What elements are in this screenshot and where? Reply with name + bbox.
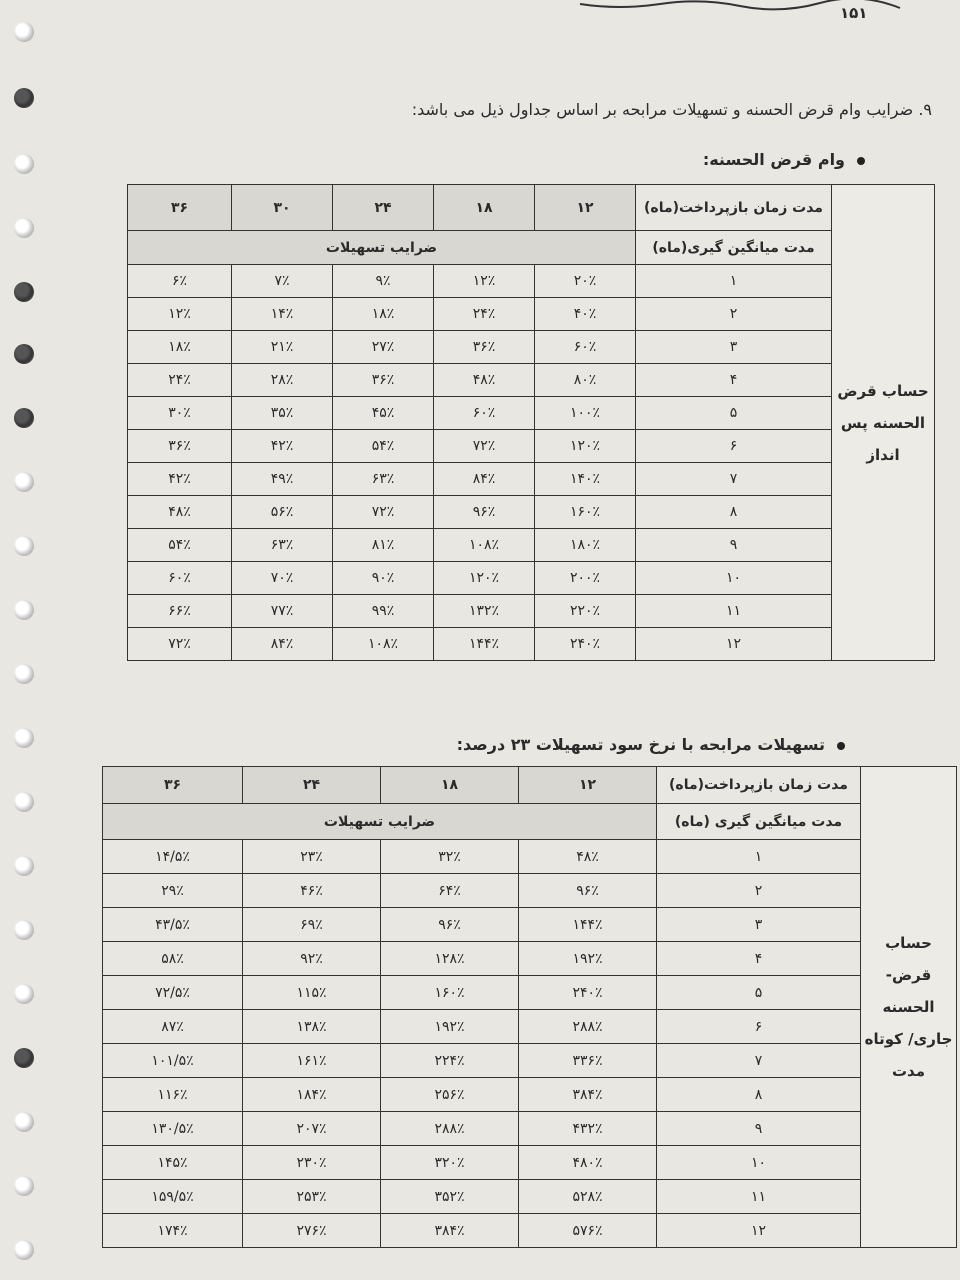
value-cell: ۴۰٪ <box>535 298 636 331</box>
table-row <box>128 397 935 430</box>
value-cell: ۳۵٪ <box>232 397 333 430</box>
table-row <box>103 874 957 908</box>
table-row <box>128 265 935 298</box>
binder-holes <box>14 0 44 1280</box>
value-cell: ۷۰٪ <box>232 562 333 595</box>
value-cell: ۹۹٪ <box>333 595 434 628</box>
month-cell: ۵ <box>636 397 832 430</box>
value-cell: ۱۳۲٪ <box>434 595 535 628</box>
month-cell: ۱۲ <box>657 1214 861 1248</box>
intro-paragraph <box>412 100 932 119</box>
table-row <box>103 1010 957 1044</box>
value-cell: ۲۵۶٪ <box>381 1078 519 1112</box>
month-cell: ۶ <box>657 1010 861 1044</box>
table-row <box>128 364 935 397</box>
hole-icon <box>14 1240 34 1260</box>
value-cell: ۱۷۴٪ <box>103 1214 243 1248</box>
month-cell: ۹ <box>636 529 832 562</box>
value-cell: ۳۲٪ <box>381 840 519 874</box>
value-cell: ۸۴٪ <box>434 463 535 496</box>
side-label: حساب قرض الحسنه پس انداز <box>832 185 935 661</box>
hole-icon <box>14 1176 34 1196</box>
value-cell: ۶۹٪ <box>243 908 381 942</box>
value-cell: ۶۰٪ <box>128 562 232 595</box>
value-cell: ۱۹۲٪ <box>381 1010 519 1044</box>
value-cell: ۹۶٪ <box>381 908 519 942</box>
value-cell: ۶۰٪ <box>434 397 535 430</box>
month-cell: ۶ <box>636 430 832 463</box>
value-cell: ۴۸٪ <box>519 840 657 874</box>
value-cell: ۲۷۶٪ <box>243 1214 381 1248</box>
hole-icon <box>14 22 34 42</box>
value-cell: ۱۰۸٪ <box>434 529 535 562</box>
value-cell: ۸۱٪ <box>333 529 434 562</box>
hole-icon <box>14 728 34 748</box>
value-cell: ۷۲٪ <box>128 628 232 661</box>
value-cell: ۷۲٪ <box>333 496 434 529</box>
value-cell: ۳۶٪ <box>333 364 434 397</box>
value-cell: ۷۲/۵٪ <box>103 976 243 1010</box>
value-cell: ۱۸۴٪ <box>243 1078 381 1112</box>
value-cell: ۵۴٪ <box>128 529 232 562</box>
value-cell: ۵۲۸٪ <box>519 1180 657 1214</box>
value-cell: ۵۴٪ <box>333 430 434 463</box>
bullet-icon <box>837 742 845 750</box>
hole-icon <box>14 856 34 876</box>
value-cell: ۱۸۰٪ <box>535 529 636 562</box>
hole-icon <box>14 664 34 684</box>
value-cell: ۴۵٪ <box>333 397 434 430</box>
item-number: ۹. <box>918 100 932 119</box>
month-cell: ۵ <box>657 976 861 1010</box>
value-cell: ۱۸٪ <box>128 331 232 364</box>
value-cell: ۳۶٪ <box>434 331 535 364</box>
value-cell: ۹۰٪ <box>333 562 434 595</box>
value-cell: ۱۳۰/۵٪ <box>103 1112 243 1146</box>
value-cell: ۱۴۴٪ <box>519 908 657 942</box>
value-cell: ۲۹٪ <box>103 874 243 908</box>
value-cell: ۲۰٪ <box>535 265 636 298</box>
col-header: ۱۲ <box>519 767 657 804</box>
value-cell: ۴۲٪ <box>128 463 232 496</box>
value-cell: ۴۳/۵٪ <box>103 908 243 942</box>
table-row <box>103 1078 957 1112</box>
value-cell: ۱۳۸٪ <box>243 1010 381 1044</box>
value-cell: ۳۶٪ <box>128 430 232 463</box>
value-cell: ۲۴٪ <box>434 298 535 331</box>
value-cell: ۲۲۰٪ <box>535 595 636 628</box>
value-cell: ۲۷٪ <box>333 331 434 364</box>
value-cell: ۲۴۰٪ <box>535 628 636 661</box>
value-cell: ۱۲٪ <box>128 298 232 331</box>
value-cell: ۳۸۴٪ <box>381 1214 519 1248</box>
coef-label: ضرایب تسهیلات <box>128 231 636 265</box>
month-cell: ۳ <box>657 908 861 942</box>
handwriting-scrawl-icon <box>560 0 960 26</box>
value-cell: ۳۵۲٪ <box>381 1180 519 1214</box>
hole-icon <box>14 984 34 1004</box>
month-cell: ۲ <box>636 298 832 331</box>
table-row <box>103 1044 957 1078</box>
value-cell: ۲۰۷٪ <box>243 1112 381 1146</box>
hole-icon <box>14 600 34 620</box>
value-cell: ۷۷٪ <box>232 595 333 628</box>
value-cell: ۳۸۴٪ <box>519 1078 657 1112</box>
month-cell: ۱۰ <box>657 1146 861 1180</box>
month-cell: ۴ <box>636 364 832 397</box>
value-cell: ۱۰۸٪ <box>333 628 434 661</box>
table-row <box>103 840 957 874</box>
value-cell: ۲۴۰٪ <box>519 976 657 1010</box>
value-cell: ۱۲۰٪ <box>434 562 535 595</box>
table-row <box>103 942 957 976</box>
month-cell: ۸ <box>636 496 832 529</box>
value-cell: ۴۸۰٪ <box>519 1146 657 1180</box>
value-cell: ۱۱۶٪ <box>103 1078 243 1112</box>
value-cell: ۹۲٪ <box>243 942 381 976</box>
value-cell: ۶۰٪ <box>535 331 636 364</box>
col-header: ۳۶ <box>103 767 243 804</box>
value-cell: ۸۷٪ <box>103 1010 243 1044</box>
month-cell: ۹ <box>657 1112 861 1146</box>
hole-icon <box>14 536 34 556</box>
hole-icon <box>14 920 34 940</box>
value-cell: ۳۲۰٪ <box>381 1146 519 1180</box>
value-cell: ۱۲٪ <box>434 265 535 298</box>
value-cell: ۱۰۰٪ <box>535 397 636 430</box>
month-cell: ۱۲ <box>636 628 832 661</box>
col-header: ۳۰ <box>232 185 333 231</box>
side-label: حساب قرض-الحسنه جاری/ کوتاه مدت <box>861 767 957 1248</box>
col-header: ۱۸ <box>381 767 519 804</box>
table-row <box>128 595 935 628</box>
value-cell: ۱۴/۵٪ <box>103 840 243 874</box>
value-cell: ۷٪ <box>232 265 333 298</box>
col-header: ۲۴ <box>333 185 434 231</box>
page-number: ۱۵۱ <box>840 4 868 22</box>
value-cell: ۲۲۴٪ <box>381 1044 519 1078</box>
col-header: ۱۲ <box>535 185 636 231</box>
hole-icon <box>14 88 34 108</box>
hole-icon <box>14 344 34 364</box>
value-cell: ۲۱٪ <box>232 331 333 364</box>
value-cell: ۶٪ <box>128 265 232 298</box>
value-cell: ۹۶٪ <box>519 874 657 908</box>
value-cell: ۶۳٪ <box>232 529 333 562</box>
hole-icon <box>14 472 34 492</box>
value-cell: ۱۴٪ <box>232 298 333 331</box>
table-row <box>128 496 935 529</box>
value-cell: ۵۸٪ <box>103 942 243 976</box>
table-row <box>103 1214 957 1248</box>
avg-label: مدت میانگین گیری (ماه) <box>657 804 861 840</box>
hole-icon <box>14 792 34 812</box>
table-row <box>128 430 935 463</box>
table2-heading <box>457 735 845 754</box>
value-cell: ۶۳٪ <box>333 463 434 496</box>
value-cell: ۵۷۶٪ <box>519 1214 657 1248</box>
value-cell: ۴۲٪ <box>232 430 333 463</box>
value-cell: ۶۶٪ <box>128 595 232 628</box>
hole-icon <box>14 154 34 174</box>
value-cell: ۲۳٪ <box>243 840 381 874</box>
value-cell: ۱۴۴٪ <box>434 628 535 661</box>
value-cell: ۵۶٪ <box>232 496 333 529</box>
value-cell: ۲۳۰٪ <box>243 1146 381 1180</box>
value-cell: ۲۸٪ <box>232 364 333 397</box>
hole-icon <box>14 1048 34 1068</box>
hole-icon <box>14 1112 34 1132</box>
intro-text: ضرایب وام قرض الحسنه و تسهیلات مرابحه بر اساس جداول ذیل می باشد: <box>411 100 914 119</box>
table-row <box>128 331 935 364</box>
value-cell: ۱۴۵٪ <box>103 1146 243 1180</box>
value-cell: ۹٪ <box>333 265 434 298</box>
coef-label: ضرایب تسهیلات <box>103 804 657 840</box>
value-cell: ۳۰٪ <box>128 397 232 430</box>
repay-label: مدت زمان بازپرداخت(ماه) <box>636 185 832 231</box>
hole-icon <box>14 218 34 238</box>
value-cell: ۱۶۱٪ <box>243 1044 381 1078</box>
value-cell: ۶۴٪ <box>381 874 519 908</box>
month-cell: ۲ <box>657 874 861 908</box>
value-cell: ۱۲۰٪ <box>535 430 636 463</box>
table-row <box>103 1112 957 1146</box>
value-cell: ۴۹٪ <box>232 463 333 496</box>
hole-icon <box>14 408 34 428</box>
col-header: ۲۴ <box>243 767 381 804</box>
table1-heading-text: وام قرض الحسنه: <box>702 150 845 169</box>
col-header: ۱۸ <box>434 185 535 231</box>
value-cell: ۴۳۲٪ <box>519 1112 657 1146</box>
value-cell: ۲۴٪ <box>128 364 232 397</box>
value-cell: ۲۰۰٪ <box>535 562 636 595</box>
value-cell: ۹۶٪ <box>434 496 535 529</box>
value-cell: ۲۸۸٪ <box>519 1010 657 1044</box>
value-cell: ۴۸٪ <box>434 364 535 397</box>
month-cell: ۱۱ <box>657 1180 861 1214</box>
month-cell: ۷ <box>636 463 832 496</box>
table1-heading <box>703 150 865 169</box>
value-cell: ۳۳۶٪ <box>519 1044 657 1078</box>
value-cell: ۱۲۸٪ <box>381 942 519 976</box>
value-cell: ۱۴۰٪ <box>535 463 636 496</box>
value-cell: ۱۸٪ <box>333 298 434 331</box>
value-cell: ۴۶٪ <box>243 874 381 908</box>
month-cell: ۸ <box>657 1078 861 1112</box>
table-row <box>128 463 935 496</box>
value-cell: ۱۵۹/۵٪ <box>103 1180 243 1214</box>
table-row <box>128 298 935 331</box>
table-row <box>103 1146 957 1180</box>
avg-label: مدت میانگین گیری(ماه) <box>636 231 832 265</box>
table-row <box>103 976 957 1010</box>
col-header: ۳۶ <box>128 185 232 231</box>
month-cell: ۴ <box>657 942 861 976</box>
table-qarz-alhasaneh <box>127 184 935 661</box>
value-cell: ۴۸٪ <box>128 496 232 529</box>
value-cell: ۱۰۱/۵٪ <box>103 1044 243 1078</box>
table-row <box>103 908 957 942</box>
table-row <box>103 1180 957 1214</box>
value-cell: ۱۱۵٪ <box>243 976 381 1010</box>
hole-icon <box>14 282 34 302</box>
value-cell: ۷۲٪ <box>434 430 535 463</box>
value-cell: ۱۶۰٪ <box>535 496 636 529</box>
value-cell: ۲۵۳٪ <box>243 1180 381 1214</box>
table-row <box>128 562 935 595</box>
table-murabaha <box>102 766 957 1248</box>
month-cell: ۳ <box>636 331 832 364</box>
value-cell: ۱۶۰٪ <box>381 976 519 1010</box>
month-cell: ۱۰ <box>636 562 832 595</box>
table-row <box>128 628 935 661</box>
repay-label: مدت زمان بازپرداخت(ماه) <box>657 767 861 804</box>
table2-heading-text: تسهیلات مرابحه با نرخ سود تسهیلات ۲۳ درصد: <box>456 735 825 754</box>
month-cell: ۷ <box>657 1044 861 1078</box>
month-cell: ۱ <box>657 840 861 874</box>
value-cell: ۸۰٪ <box>535 364 636 397</box>
bullet-icon <box>857 157 865 165</box>
value-cell: ۱۹۲٪ <box>519 942 657 976</box>
month-cell: ۱۱ <box>636 595 832 628</box>
value-cell: ۸۴٪ <box>232 628 333 661</box>
table-row <box>128 529 935 562</box>
month-cell: ۱ <box>636 265 832 298</box>
value-cell: ۲۸۸٪ <box>381 1112 519 1146</box>
